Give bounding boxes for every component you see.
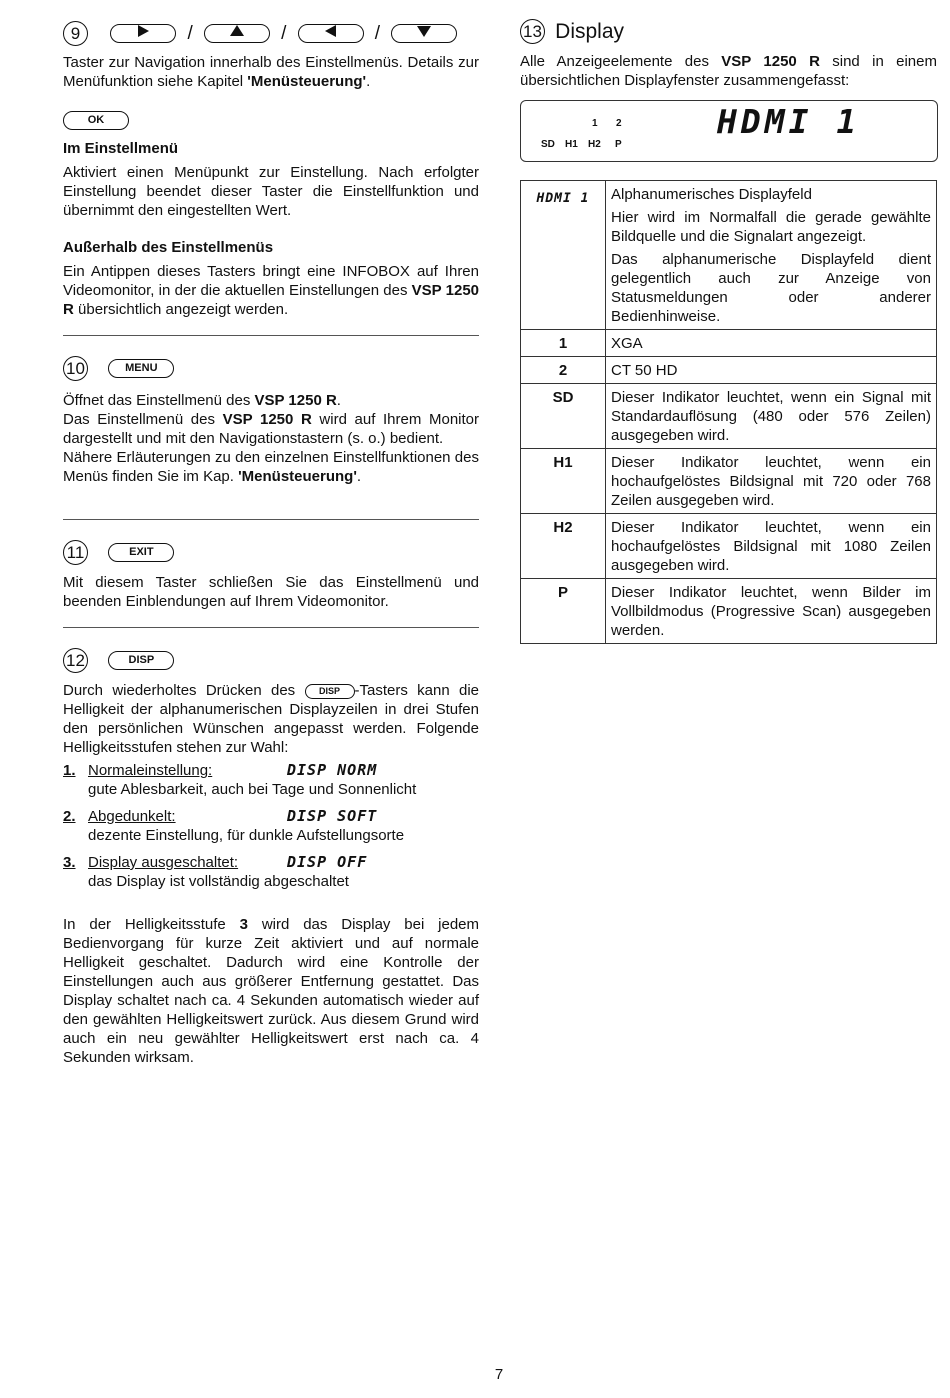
navigation-description: Taster zur Navigation innerhalb des Einstellmenüs. Details zur Menüfunktion siehe Kapitel 'Menüsteuerung'. [63, 54, 479, 90]
divider [63, 335, 479, 336]
separator-slash: / [187, 23, 193, 44]
menu-button: MENU [108, 359, 174, 378]
table-key: HDMI 1 [536, 191, 590, 206]
divider [63, 519, 479, 520]
display-legend-table [520, 180, 937, 644]
disp-header [63, 648, 479, 673]
up-arrow-button [204, 24, 270, 43]
display-code: DISP NORM [287, 761, 378, 779]
brightness-level-3: 3. Display ausgeschaltet: DISP OFF das Display ist vollständig abgeschaltet [63, 853, 368, 890]
down-arrow-button [391, 24, 457, 43]
table-key: 2 [521, 357, 606, 384]
separator-slash: / [281, 23, 287, 44]
navigation-buttons-row [63, 21, 479, 47]
table-key: SD [521, 384, 606, 449]
table-key: 1 [521, 330, 606, 357]
indicator-sd: SD [541, 139, 555, 150]
exit-button: EXIT [108, 543, 174, 562]
display-code: DISP SOFT [287, 807, 378, 825]
ok-button: OK [63, 111, 129, 130]
table-value: CT 50 HD [606, 357, 937, 384]
separator-slash: / [374, 23, 381, 44]
exit-header [63, 540, 479, 565]
table-value: Dieser Indikator leuchtet, wenn ein Signal mit Standardauflösung (480 oder 576 Zeilen) ausgegeben wird. [606, 384, 937, 449]
section-navigation [63, 21, 479, 91]
table-value: Alphanumerisches Displayfeld [611, 186, 812, 203]
brightness-level-1: 1. Normaleinstellung: DISP NORM gute Ablesbarkeit, auch bei Tage und Sonnenlicht [63, 761, 417, 798]
menu-text-2: Das Einstellmenü des VSP 1250 R wird auf Ihrem Monitor dargestellt und mit den Navigationstastern (s. o.) bedient. [63, 411, 479, 447]
display-table-wrapper [520, 180, 937, 644]
section-number-11: 11 [63, 540, 88, 565]
table-row [521, 384, 937, 449]
indicator-h2: H2 [588, 139, 601, 150]
ok-heading-outside-menu: Außerhalb des Einstellmenüs [63, 238, 274, 256]
right-arrow-button [110, 24, 176, 43]
section-number-9: 9 [63, 21, 88, 46]
left-arrow-button [298, 24, 364, 43]
indicator-2: 2 [616, 118, 622, 129]
section-menu [63, 356, 479, 486]
ok-heading-in-menu: Im Einstellmenü [63, 139, 179, 157]
table-value: XGA [606, 330, 937, 357]
table-value: Dieser Indikator leuchtet, wenn ein hochaufgelöstes Bildsignal mit 1080 Zeilen ausgegeben wird. [606, 514, 937, 579]
disp-button: DISP [108, 651, 174, 670]
table-row [521, 357, 937, 384]
display-intro: Alle Anzeigeelemente des VSP 1250 R sind in einem übersichtlichen Displayfenster zusammengefasst: [520, 53, 937, 89]
disp-outro: In der Helligkeitsstufe 3 wird das Display bei jedem Bedienvorgang für kurze Zeit aktiviert und auf normale Helligkeit geschaltet. Dadurch wird eine Kontrolle der Einstellungen auch aus größerer Entfernung gestattet. Das Display schaltet nach ca. 4 Sekunden automatisch wieder auf den gewählten Helligkeitswert zurück. Aus diesem Grund wird auch ein neu gewählter Helligkeitswert erst nach ca. 4 Sekunden wirksam. [63, 916, 479, 1066]
table-row [521, 514, 937, 579]
display-code: DISP OFF [287, 853, 368, 871]
table-row: HDMI 1 Alphanumerisches Displayfeld Hier wird im Normalfall die gerade gewählte Bildquelle und die Signalart angezeigt. Das alphanumerische Displayfeld dient gelegentlich auch zur Anzeige von Statusmeldungen oder anderer Bedienhinweise. [521, 181, 937, 330]
section-number-13: 13 [520, 19, 545, 44]
arrow-right-icon [136, 25, 150, 37]
indicator-p: P [615, 139, 622, 150]
display-illustration [520, 100, 938, 162]
ok-text-outside-menu: Ein Antippen dieses Tasters bringt eine INFOBOX auf Ihren Videomonitor, in der die aktuellen Einstellungen des VSP 1250 R übersichtlich angezeigt werden. [63, 262, 480, 318]
section-exit [63, 540, 479, 611]
brightness-levels [63, 761, 479, 899]
page-number: 7 [494, 1366, 504, 1383]
exit-text: Mit diesem Taster schließen Sie das Einstellmenü und beenden Einblendungen auf Ihrem Videomonitor. [63, 574, 479, 610]
table-row [521, 579, 937, 644]
section-title: Display [555, 20, 625, 43]
alphanumeric-field: HDMI 1 [717, 102, 861, 141]
arrow-left-icon [324, 25, 338, 37]
section-number-10: 10 [63, 356, 88, 381]
section-number-12: 12 [63, 648, 88, 673]
indicator-1: 1 [592, 118, 598, 129]
divider [63, 627, 479, 628]
disp-inline-button: DISP [305, 684, 355, 699]
table-value: Dieser Indikator leuchtet, wenn Bilder im Vollbildmodus (Progressive Scan) ausgegeben werden. [606, 579, 937, 644]
table-row [521, 330, 937, 357]
menu-text-3: Nähere Erläuterungen zu den einzelnen Einstellfunktionen des Menüs finden Sie im Kap. 'Menüsteuerung'. [63, 449, 479, 485]
menu-text-1: Öffnet das Einstellmenü des VSP 1250 R. [63, 392, 341, 409]
section-disp [63, 648, 479, 1067]
table-key: P [521, 579, 606, 644]
ok-text-in-menu: Aktiviert einen Menüpunkt zur Einstellung. Nach erfolgter Einstellung beendet dieser Taster die Einstellfunktion und übernimmt den eingestellten Wert. [63, 163, 479, 219]
brightness-level-2: 2. Abgedunkelt: DISP SOFT dezente Einstellung, für dunkle Aufstellungsorte [63, 807, 405, 844]
indicator-h1: H1 [565, 139, 578, 150]
disp-intro: Durch wiederholtes Drücken des DISP -Tasters kann die Helligkeit der alphanumerischen Displayzeilen in drei Stufen den persönlichen Wünschen angepasst werden. Folgende Helligkeitsstufen stehen zur Wahl: [63, 682, 479, 756]
table-key: H1 [521, 449, 606, 514]
table-key: H2 [521, 514, 606, 579]
arrow-down-icon [417, 25, 431, 37]
arrow-up-icon [230, 25, 244, 37]
section-ok [63, 110, 479, 319]
display-header [520, 19, 937, 44]
table-value: Dieser Indikator leuchtet, wenn ein hochaufgelöstes Bildsignal mit 720 oder 768 Zeilen ausgegeben wird. [606, 449, 937, 514]
menu-header [63, 356, 479, 381]
section-display [520, 19, 937, 90]
table-row [521, 449, 937, 514]
